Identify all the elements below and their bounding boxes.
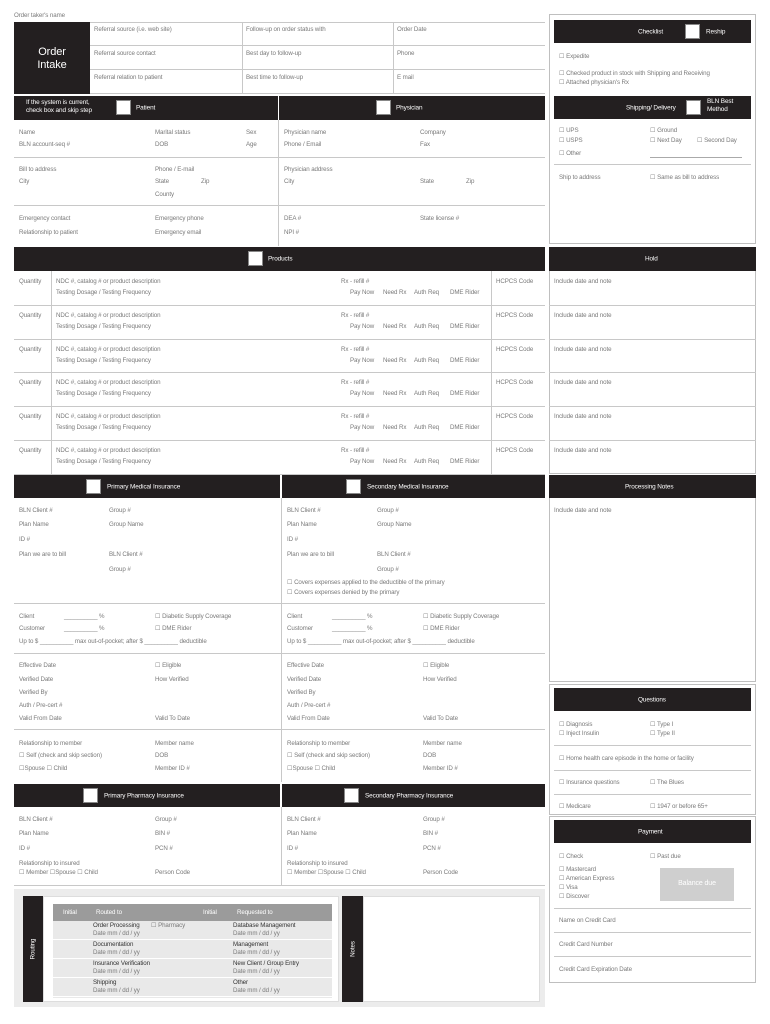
mastercard-checkbox[interactable]: ☐ Mastercard xyxy=(559,866,597,873)
product-quantity[interactable]: Quantity xyxy=(19,413,42,421)
processing-box xyxy=(549,498,756,682)
product-testing[interactable]: Testing Dosage / Testing Frequency xyxy=(56,390,151,398)
products-checkbox[interactable] xyxy=(248,251,263,266)
product-quantity[interactable]: Quantity xyxy=(19,345,42,353)
routed-date[interactable]: Date mm / dd / yy xyxy=(93,949,140,956)
usps-checkbox[interactable]: ☐ USPS xyxy=(559,137,583,144)
physician-title: Physician xyxy=(396,104,423,112)
product-auth-req[interactable]: Auth Req xyxy=(414,289,439,296)
product-need-rx[interactable]: Need Rx xyxy=(383,289,407,296)
pm-plan-bill[interactable]: Plan we are to bill xyxy=(19,551,66,558)
pm-bln-client2[interactable]: BLN Client # xyxy=(109,551,143,558)
second-day-checkbox[interactable]: ☐ Second Day xyxy=(697,137,737,144)
hold-note[interactable]: Include date and note xyxy=(554,311,612,319)
sm-how-verified[interactable]: How Verified xyxy=(423,676,457,683)
bill-to-field[interactable]: Bill to address xyxy=(19,166,57,173)
requested-to-item[interactable]: Database Management xyxy=(233,922,296,929)
attached-rx-checkbox[interactable]: ☐ Attached physician's Rx xyxy=(559,79,629,86)
physician-phone-email-field[interactable]: Phone / Email xyxy=(284,141,322,148)
processing-note: Include date and note xyxy=(554,507,612,514)
product-need-rx[interactable]: Need Rx xyxy=(383,458,407,465)
product-hcpcs[interactable]: HCPCS Code xyxy=(496,413,534,421)
hold-note[interactable]: Include date and note xyxy=(554,447,612,454)
products-header xyxy=(14,247,545,271)
product-auth-req[interactable]: Auth Req xyxy=(414,424,439,432)
product-hcpcs[interactable]: HCPCS Code xyxy=(496,311,534,319)
patient-skip-note: If the system is current, check box and skip step xyxy=(26,99,92,114)
routed-to-item[interactable]: Order Processing xyxy=(93,922,140,929)
product-testing[interactable]: Testing Dosage / Testing Frequency xyxy=(56,322,151,330)
best-time-field[interactable]: Best time to follow-up xyxy=(246,74,303,81)
product-auth-req[interactable]: Auth Req xyxy=(414,356,439,364)
sp-bin[interactable]: BIN # xyxy=(423,830,438,837)
product-ndc[interactable]: NDC #, catalog # or product description xyxy=(56,379,161,387)
secondary-pharmacy-header xyxy=(282,784,545,807)
product-quantity[interactable]: Quantity xyxy=(19,447,42,454)
patient-city-field[interactable]: City xyxy=(19,178,30,185)
product-ndc[interactable]: NDC #, catalog # or product description xyxy=(56,311,161,319)
product-rx-refill[interactable]: Rx - refill # xyxy=(341,379,370,387)
physician-header xyxy=(279,96,545,120)
pp-id[interactable]: ID # xyxy=(19,845,30,852)
checklist-title: Checklist xyxy=(638,28,664,35)
requested-date[interactable]: Date mm / dd / yy xyxy=(233,949,280,956)
sm-verified-by[interactable]: Verified By xyxy=(287,689,316,696)
sp-person-code[interactable]: Person Code xyxy=(423,869,459,876)
product-hcpcs[interactable]: HCPCS Code xyxy=(496,447,534,454)
ins-questions-checkbox[interactable]: ☐ Insurance questions xyxy=(559,779,620,786)
product-hcpcs[interactable]: HCPCS Code xyxy=(496,345,534,353)
pm-relationship[interactable]: Relationship to member xyxy=(19,740,83,747)
routing-label-bar xyxy=(23,896,43,1002)
secondary-medical-header xyxy=(282,475,545,498)
pm-effective[interactable]: Effective Date xyxy=(19,662,57,669)
product-dme-rider[interactable]: DME Rider xyxy=(450,289,480,296)
product-pay-now[interactable]: Pay Now xyxy=(350,322,375,330)
patient-name-field[interactable]: Name xyxy=(19,129,36,136)
pm-client[interactable]: Client xyxy=(19,613,35,620)
processing-title: Processing Notes xyxy=(625,483,674,490)
sm-member-dob[interactable]: DOB xyxy=(423,752,437,759)
pp-plan-name[interactable]: Plan Name xyxy=(19,830,49,837)
medicare-checkbox[interactable]: ☐ Medicare xyxy=(559,803,591,810)
pm-verified-by[interactable]: Verified By xyxy=(19,689,48,696)
notes-label: Notes xyxy=(349,941,356,957)
pm-member-name[interactable]: Member name xyxy=(155,740,194,747)
check-checkbox[interactable]: ☐ Check xyxy=(559,853,584,860)
pp-bln-client[interactable]: BLN Client # xyxy=(19,816,53,823)
sm-dme-rider[interactable]: ☐ DME Rider xyxy=(423,625,460,632)
questions-title: Questions xyxy=(638,696,666,703)
patient-account-field[interactable]: BLN account-seq # xyxy=(19,141,70,148)
routing-initial-header2: Initial xyxy=(203,909,217,916)
pm-valid-from[interactable]: Valid From Date xyxy=(19,715,62,722)
physician-name-field[interactable]: Physician name xyxy=(284,129,327,136)
age-checkbox[interactable]: ☐ 1947 or before 65+ xyxy=(650,803,708,810)
product-hcpcs[interactable]: HCPCS Code xyxy=(496,379,534,387)
routed-to-item[interactable]: Insurance Verification xyxy=(93,960,150,967)
secondary-pharmacy-checkbox[interactable] xyxy=(344,788,359,803)
pm-verified-date[interactable]: Verified Date xyxy=(19,676,54,683)
product-pay-now[interactable]: Pay Now xyxy=(350,390,375,398)
pm-valid-to[interactable]: Valid To Date xyxy=(155,715,190,722)
products-title: Products xyxy=(268,255,293,263)
patient-zip-field[interactable]: Zip xyxy=(201,178,210,185)
sm-member-id[interactable]: Member ID # xyxy=(423,765,458,772)
sp-relationship[interactable]: Relationship to insured xyxy=(287,860,348,867)
sm-valid-to[interactable]: Valid To Date xyxy=(423,715,458,722)
patient-header xyxy=(14,96,278,120)
product-testing[interactable]: Testing Dosage / Testing Frequency xyxy=(56,458,151,465)
sm-eligible[interactable]: ☐ Eligible xyxy=(423,662,450,669)
sm-spouse-child[interactable]: ☐Spouse ☐ Child xyxy=(287,765,336,772)
product-dme-rider[interactable]: DME Rider xyxy=(450,322,480,330)
sm-client-pct[interactable]: __________ % xyxy=(332,613,373,620)
amex-checkbox[interactable]: ☐ American Express xyxy=(559,875,615,882)
pm-client-pct[interactable]: __________ % xyxy=(64,613,105,620)
name-on-card-field[interactable]: Name on Credit Card xyxy=(559,917,616,924)
emergency-email-field[interactable]: Emergency email xyxy=(155,229,202,236)
product-dme-rider[interactable]: DME Rider xyxy=(450,424,480,432)
blues-checkbox[interactable]: ☐ The Blues xyxy=(650,779,684,786)
pm-customer-pct[interactable]: __________ % xyxy=(64,625,105,632)
sm-covers-denied[interactable]: ☐ Covers expenses denied by the primary xyxy=(287,589,400,596)
shipping-header xyxy=(554,96,751,119)
sp-id[interactable]: ID # xyxy=(287,845,298,852)
sp-bln-client[interactable]: BLN Client # xyxy=(287,816,321,823)
secondary-pharmacy-title: Secondary Pharmacy Insurance xyxy=(365,792,454,799)
ground-checkbox[interactable]: ☐ Ground xyxy=(650,127,678,134)
routing-initial-header: Initial xyxy=(63,909,77,916)
hold-note[interactable]: Include date and note xyxy=(554,379,612,387)
pm-auth[interactable]: Auth / Pre-cert # xyxy=(19,702,63,709)
product-quantity[interactable]: Quantity xyxy=(19,278,42,285)
requested-to-item[interactable]: New Client / Group Entry xyxy=(233,960,300,967)
product-pay-now[interactable]: Pay Now xyxy=(350,289,375,296)
sm-bln-client[interactable]: BLN Client # xyxy=(287,507,321,514)
best-day-field[interactable]: Best day to follow-up xyxy=(246,50,302,57)
product-testing[interactable]: Testing Dosage / Testing Frequency xyxy=(56,289,151,296)
reship-checkbox[interactable] xyxy=(685,24,700,39)
sm-customer-pct[interactable]: __________ % xyxy=(332,625,373,632)
pharmacy-routing-checkbox[interactable]: ☐ Pharmacy xyxy=(151,922,186,929)
routed-to-item[interactable]: Documentation xyxy=(93,941,134,948)
referral-source-field[interactable]: Referral source (i.e. web site) xyxy=(94,26,172,33)
sm-group[interactable]: Group # xyxy=(377,507,399,514)
age-field[interactable]: Age xyxy=(246,141,257,148)
patient-dob-field[interactable]: DOB xyxy=(155,141,169,148)
requested-date[interactable]: Date mm / dd / yy xyxy=(233,968,280,975)
product-auth-req[interactable]: Auth Req xyxy=(414,322,439,330)
routing-label: Routing xyxy=(29,938,37,960)
referral-contact-field[interactable]: Referral source contact xyxy=(94,50,156,57)
secondary-medical-title: Secondary Medical Insurance xyxy=(367,483,449,490)
product-rx-refill[interactable]: Rx - refill # xyxy=(341,278,370,285)
pm-id[interactable]: ID # xyxy=(19,536,30,543)
pp-relationship[interactable]: Relationship to insured xyxy=(19,860,80,867)
fax-field[interactable]: Fax xyxy=(420,141,431,148)
checked-stock-checkbox[interactable]: ☐ Checked product in stock with Shipping and Receiving xyxy=(559,70,710,77)
sm-diabetic[interactable]: ☐ Diabetic Supply Coverage xyxy=(423,613,500,620)
physician-checkbox[interactable] xyxy=(376,100,391,115)
bln-best-label: BLN Best Method xyxy=(707,98,734,113)
product-need-rx[interactable]: Need Rx xyxy=(383,356,407,364)
product-pay-now[interactable]: Pay Now xyxy=(350,458,375,465)
routed-date[interactable]: Date mm / dd / yy xyxy=(93,968,140,975)
sm-plan-name[interactable]: Plan Name xyxy=(287,521,317,528)
primary-pharmacy-header xyxy=(14,784,280,807)
order-intake-title: Order Intake xyxy=(37,46,67,71)
product-ndc[interactable]: NDC #, catalog # or product description xyxy=(56,447,161,454)
primary-medical-title: Primary Medical Insurance xyxy=(107,483,181,490)
processing-header xyxy=(549,475,756,498)
pm-upto[interactable]: Up to $ __________ max out-of-pocket; after $ __________ deductible xyxy=(19,638,207,645)
expiration-field[interactable]: Credit Card Expiration Date xyxy=(559,966,632,973)
order-date-field[interactable]: Order Date xyxy=(397,26,427,33)
type1-checkbox[interactable]: ☐ Type I xyxy=(650,721,674,728)
checklist-header xyxy=(554,20,751,43)
product-dme-rider[interactable]: DME Rider xyxy=(450,458,480,465)
pm-bln-client[interactable]: BLN Client # xyxy=(19,507,53,514)
discover-checkbox[interactable]: ☐ Discover xyxy=(559,893,590,900)
patient-title: Patient xyxy=(136,104,156,112)
product-dme-rider[interactable]: DME Rider xyxy=(450,390,480,398)
product-ndc[interactable]: NDC #, catalog # or product description xyxy=(56,345,161,353)
sm-member-name[interactable]: Member name xyxy=(423,740,462,747)
patient-state-field[interactable]: State xyxy=(155,178,169,185)
sm-client[interactable]: Client xyxy=(287,613,303,620)
primary-medical-checkbox[interactable] xyxy=(86,479,101,494)
reship-label: Reship xyxy=(706,28,726,35)
card-number-field[interactable]: Credit Card Number xyxy=(559,941,613,948)
routed-date[interactable]: Date mm / dd / yy xyxy=(93,930,140,937)
sp-pcn[interactable]: PCN # xyxy=(423,845,441,852)
product-rx-refill[interactable]: Rx - refill # xyxy=(341,345,370,353)
pm-member-id[interactable]: Member ID # xyxy=(155,765,190,772)
pp-pcn[interactable]: PCN # xyxy=(155,845,173,852)
primary-pharmacy-checkbox[interactable] xyxy=(83,788,98,803)
sm-covers-ded[interactable]: ☐ Covers expenses applied to the deductible of the primary xyxy=(287,579,445,586)
type2-checkbox[interactable]: ☐ Type II xyxy=(650,730,675,737)
sm-auth[interactable]: Auth / Pre-cert # xyxy=(287,702,331,709)
ship-to-label: Ship to address xyxy=(559,174,601,181)
pm-self[interactable]: ☐ Self (check and skip section) xyxy=(19,752,102,759)
sp-member-opts[interactable]: ☐ Member ☐Spouse ☐ Child xyxy=(287,869,366,876)
npi-field[interactable]: NPI # xyxy=(284,229,299,236)
pm-diabetic[interactable]: ☐ Diabetic Supply Coverage xyxy=(155,613,232,620)
pm-member-dob[interactable]: DOB xyxy=(155,752,169,759)
patient-phone-email-field[interactable]: Phone / E-mail xyxy=(155,166,195,173)
requested-to-item[interactable]: Other xyxy=(233,979,248,986)
state-license-field[interactable]: State license # xyxy=(420,215,460,222)
company-field[interactable]: Company xyxy=(420,129,446,136)
sm-valid-from[interactable]: Valid From Date xyxy=(287,715,330,722)
order-taker-label: Order taker's name xyxy=(14,12,65,19)
visa-checkbox[interactable]: ☐ Visa xyxy=(559,884,578,891)
hold-note[interactable]: Include date and note xyxy=(554,278,612,285)
pm-group[interactable]: Group # xyxy=(109,507,131,514)
sm-group2[interactable]: Group # xyxy=(377,566,399,573)
physician-state-field[interactable]: State xyxy=(420,178,434,185)
pp-bin[interactable]: BIN # xyxy=(155,830,170,837)
referral-relation-field[interactable]: Referral relation to patient xyxy=(94,74,163,81)
pp-group[interactable]: Group # xyxy=(155,816,177,823)
balance-due-box[interactable] xyxy=(660,868,734,901)
routed-date[interactable]: Date mm / dd / yy xyxy=(93,987,140,994)
pm-eligible[interactable]: ☐ Eligible xyxy=(155,662,182,669)
pm-spouse-child[interactable]: ☐Spouse ☐ Child xyxy=(19,765,68,772)
ups-checkbox[interactable]: ☐ UPS xyxy=(559,127,579,134)
secondary-medical-checkbox[interactable] xyxy=(346,479,361,494)
product-auth-req[interactable]: Auth Req xyxy=(414,390,439,398)
home-health-checkbox[interactable]: ☐ Home health care episode in the home or facility xyxy=(559,755,694,762)
expedite-checkbox[interactable]: ☐ Expedite xyxy=(559,53,590,60)
product-auth-req[interactable]: Auth Req xyxy=(414,458,439,465)
order-intake-block xyxy=(14,22,90,94)
product-ndc[interactable]: NDC #, catalog # or product description xyxy=(56,413,161,421)
sm-relationship[interactable]: Relationship to member xyxy=(287,740,351,747)
requested-to-item[interactable]: Management xyxy=(233,941,269,948)
relationship-field[interactable]: Relationship to patient xyxy=(19,229,78,236)
pm-dme-rider[interactable]: ☐ DME Rider xyxy=(155,625,192,632)
hold-note[interactable]: Include date and note xyxy=(554,345,612,353)
product-rx-refill[interactable]: Rx - refill # xyxy=(341,413,370,421)
pm-group-name[interactable]: Group Name xyxy=(109,521,144,528)
diagnosis-checkbox[interactable]: ☐ Diagnosis xyxy=(559,721,593,728)
notes-area[interactable] xyxy=(363,896,540,1002)
sm-self[interactable]: ☐ Self (check and skip section) xyxy=(287,752,370,759)
physician-address-field[interactable]: Physician address xyxy=(284,166,333,173)
product-need-rx[interactable]: Need Rx xyxy=(383,390,407,398)
sm-plan-bill[interactable]: Plan we are to bill xyxy=(287,551,334,558)
pm-how-verified[interactable]: How Verified xyxy=(155,676,189,683)
past-due-checkbox[interactable]: ☐ Past due xyxy=(650,853,681,860)
payment-title: Payment xyxy=(638,828,663,835)
product-quantity[interactable]: Quantity xyxy=(19,311,42,319)
hold-title: Hold xyxy=(645,255,658,263)
hold-note[interactable]: Include date and note xyxy=(554,413,612,421)
marital-status-field[interactable]: Marital status xyxy=(155,129,191,136)
product-ndc[interactable]: NDC #, catalog # or product description xyxy=(56,278,161,285)
product-need-rx[interactable]: Need Rx xyxy=(383,322,407,330)
notes-label-bar xyxy=(342,896,363,1002)
routed-to-item[interactable]: Shipping xyxy=(93,979,117,986)
sm-customer[interactable]: Customer xyxy=(287,625,314,632)
patient-checkbox[interactable] xyxy=(116,100,131,115)
followup-status-field[interactable]: Follow-up on order status with xyxy=(246,26,326,33)
payment-header xyxy=(554,820,751,843)
dea-field[interactable]: DEA # xyxy=(284,215,302,222)
routed-to-header: Routed to xyxy=(96,909,122,916)
patient-county-field[interactable]: County xyxy=(155,191,175,198)
emergency-phone-field[interactable]: Emergency phone xyxy=(155,215,204,222)
pm-group2[interactable]: Group # xyxy=(109,566,131,573)
primary-medical-header xyxy=(14,475,280,498)
requested-to-header: Requested to xyxy=(237,909,273,916)
physician-zip-field[interactable]: Zip xyxy=(466,178,475,185)
primary-pharmacy-title: Primary Pharmacy Insurance xyxy=(104,792,184,799)
product-quantity[interactable]: Quantity xyxy=(19,379,42,387)
product-testing[interactable]: Testing Dosage / Testing Frequency xyxy=(56,424,151,432)
bln-best-checkbox[interactable] xyxy=(686,100,701,115)
other-checkbox[interactable]: ☐ Other xyxy=(559,150,582,157)
physician-city-field[interactable]: City xyxy=(284,178,295,185)
requested-date[interactable]: Date mm / dd / yy xyxy=(233,987,280,994)
sp-plan-name[interactable]: Plan Name xyxy=(287,830,317,837)
sm-effective[interactable]: Effective Date xyxy=(287,662,325,669)
sp-group[interactable]: Group # xyxy=(423,816,445,823)
balance-due-label: Balance due xyxy=(678,880,716,887)
sm-upto[interactable]: Up to $ __________ max out-of-pocket; after $ __________ deductible xyxy=(287,638,475,645)
hold-header xyxy=(549,247,756,271)
sm-bln-client2[interactable]: BLN Client # xyxy=(377,551,411,558)
routing-table-header xyxy=(53,904,332,921)
product-need-rx[interactable]: Need Rx xyxy=(383,424,407,432)
sm-group-name[interactable]: Group Name xyxy=(377,521,412,528)
product-testing[interactable]: Testing Dosage / Testing Frequency xyxy=(56,356,151,364)
inject-checkbox[interactable]: ☐ Inject Insulin xyxy=(559,730,600,737)
pm-customer[interactable]: Customer xyxy=(19,625,46,632)
email-field[interactable]: E mail xyxy=(397,74,414,81)
pp-person-code[interactable]: Person Code xyxy=(155,869,191,876)
next-day-checkbox[interactable]: ☐ Next Day xyxy=(650,137,682,144)
product-dme-rider[interactable]: DME Rider xyxy=(450,356,480,364)
product-rx-refill[interactable]: Rx - refill # xyxy=(341,311,370,319)
sm-verified-date[interactable]: Verified Date xyxy=(287,676,322,683)
product-hcpcs[interactable]: HCPCS Code xyxy=(496,278,534,285)
product-rx-refill[interactable]: Rx - refill # xyxy=(341,447,370,454)
sex-field[interactable]: Sex xyxy=(246,129,257,136)
product-pay-now[interactable]: Pay Now xyxy=(350,424,375,432)
product-pay-now[interactable]: Pay Now xyxy=(350,356,375,364)
emergency-contact-field[interactable]: Emergency contact xyxy=(19,215,71,222)
pp-member-opts[interactable]: ☐ Member ☐Spouse ☐ Child xyxy=(19,869,98,876)
sm-id[interactable]: ID # xyxy=(287,536,298,543)
questions-header xyxy=(554,688,751,711)
same-as-bill-checkbox[interactable]: ☐ Same as bill to address xyxy=(650,174,720,181)
shipping-title: Shipping/ Delivery xyxy=(626,104,676,111)
requested-date[interactable]: Date mm / dd / yy xyxy=(233,930,280,937)
phone-field[interactable]: Phone xyxy=(397,50,415,57)
pm-plan-name[interactable]: Plan Name xyxy=(19,521,49,528)
